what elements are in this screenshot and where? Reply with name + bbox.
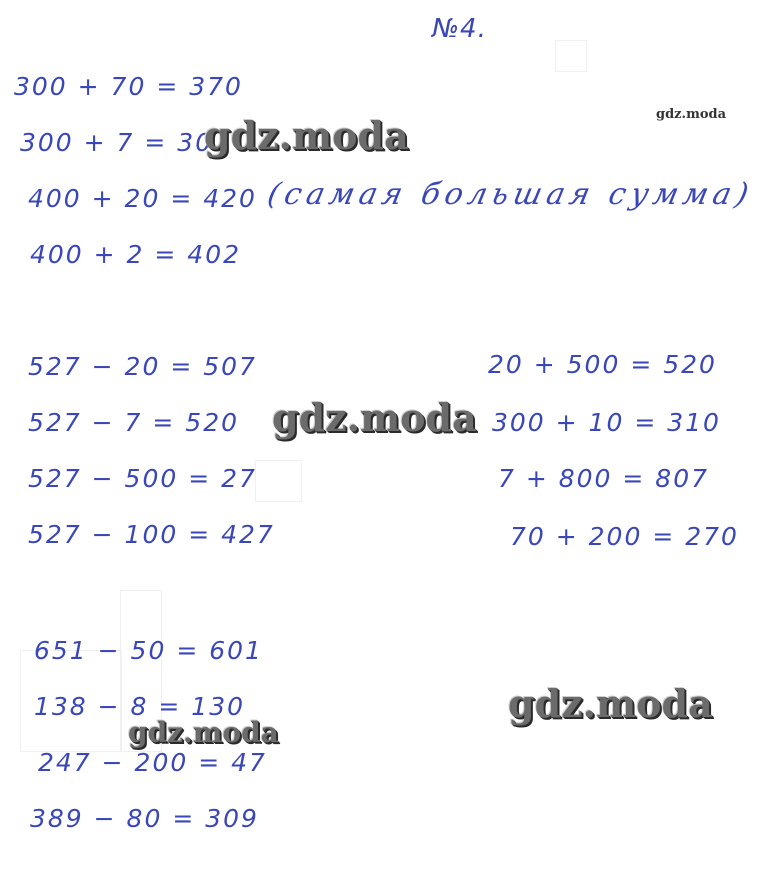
equation-line: 527 − 100 = 427	[28, 520, 275, 549]
equation-line: 7 + 800 = 807	[498, 464, 710, 493]
equation-line: 400 + 2 = 402	[30, 240, 242, 269]
equation-line: 651 − 50 = 601	[34, 636, 263, 665]
equation-line: 138 − 8 = 130	[34, 692, 246, 721]
watermark: gdz.moda	[656, 107, 727, 122]
watermark: gdz.moda	[128, 716, 279, 749]
equation-line: 247 − 200 = 47	[38, 748, 267, 777]
paper-grid-fragment	[555, 40, 587, 72]
equation-line: 20 + 500 = 520	[488, 350, 717, 379]
equation-line: 527 − 20 = 507	[28, 352, 257, 381]
equation-line: 400 + 20 = 420	[28, 184, 257, 213]
paper-grid-fragment	[255, 460, 302, 502]
handwritten-note: (самая большая сумма)	[264, 177, 757, 212]
equation-line: 527 − 7 = 520	[28, 408, 240, 437]
equation-line: 300 + 10 = 310	[492, 408, 721, 437]
watermark: gdz.moda	[272, 395, 477, 440]
equation-line: 527 − 500 = 27	[28, 464, 257, 493]
equation-line: 70 + 200 = 270	[510, 522, 739, 551]
watermark: gdz.moda	[204, 113, 409, 158]
equation-line: 300 + 7 = 30	[20, 128, 214, 157]
equation-line: 300 + 70 = 370	[14, 72, 243, 101]
watermark: gdz.moda	[508, 681, 713, 726]
equation-line: 389 − 80 = 309	[30, 804, 259, 833]
exercise-number: №4.	[432, 14, 487, 44]
